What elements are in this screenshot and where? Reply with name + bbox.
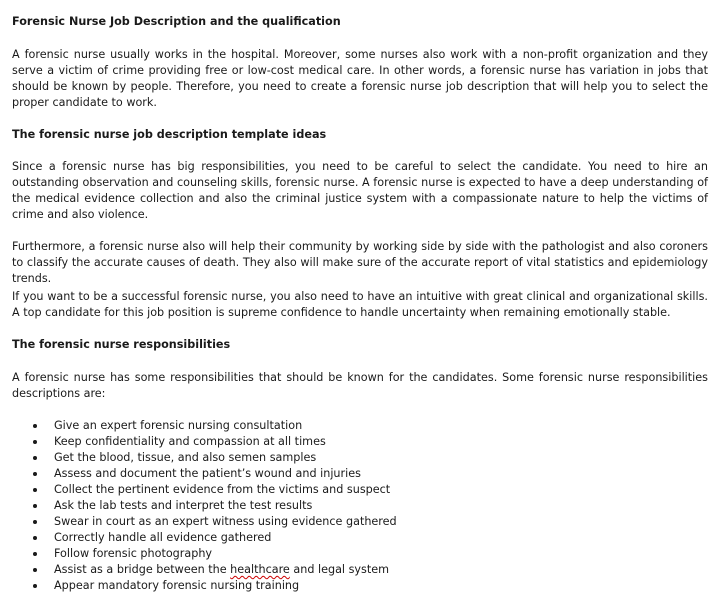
responsibilities-list [12,418,708,594]
section-heading-responsibilities: The forensic nurse responsibilities [12,338,231,351]
list-item: Follow forensic photography [12,546,708,562]
paragraph-responsibilities-intro: A forensic nurse has some responsibilities that should be known for the candidates. Some forensic nurse responsibilities descriptions are: [12,371,708,400]
list-item: Keep confidentiality and compassion at all times [12,434,708,450]
list-item: Appear mandatory forensic nursing training [12,578,708,594]
list-item: Swear in court as an expert witness using evidence gathered [12,514,708,530]
intro-paragraph: A forensic nurse usually works in the hospital. Moreover, some nurses also work with a non-profit organization and they serve a victim of crime providing free or low-cost medical care. In other words, a forensic nurse has variation in jobs that should be known by people. Therefore, you need to create a forensic nurse job description that will help you to select the proper candidate to work. [12,48,708,109]
list-item: Get the blood, tissue, and also semen samples [12,450,708,466]
list-item: Collect the pertinent evidence from the victims and suspect [12,482,708,498]
paragraph-successful-nurse: If you want to be a successful forensic nurse, you also need to have an intuitive with great clinical and organizational skills. A top candidate for this job position is supreme confidence to handle uncertainty when remaining emotionally stable. [12,290,708,319]
paragraph-selection: Since a forensic nurse has big responsibilities, you need to be careful to select the candidate. You need to hire an outstanding observation and counseling skills, forensic nurse. A forensic nurse is expected to have a deep understanding of the medical evidence collection and also the criminal justice system with a compassionate nature to help the victims of crime and also violence. [12,160,708,221]
document-title: Forensic Nurse Job Description and the qualification [12,15,341,28]
list-item [12,562,708,578]
list-item: Ask the lab tests and interpret the test results [12,498,708,514]
list-item-text: and legal system [289,563,390,576]
section-heading-template-ideas: The forensic nurse job description template ideas [12,128,327,141]
list-item: Assess and document the patient’s wound and injuries [12,466,708,482]
list-item: Correctly handle all evidence gathered [12,530,708,546]
list-item-text: Assist as a bridge between the [54,563,231,576]
list-item: Give an expert forensic nursing consultation [12,418,708,434]
spellcheck-flagged-word[interactable]: healthcare [230,563,290,576]
paragraph-community: Furthermore, a forensic nurse also will help their community by working side by side with the pathologist and also coroners to classify the accurate causes of death. They also will make sure of the accurate report of vital statistics and epidemiology trends. [12,240,708,285]
